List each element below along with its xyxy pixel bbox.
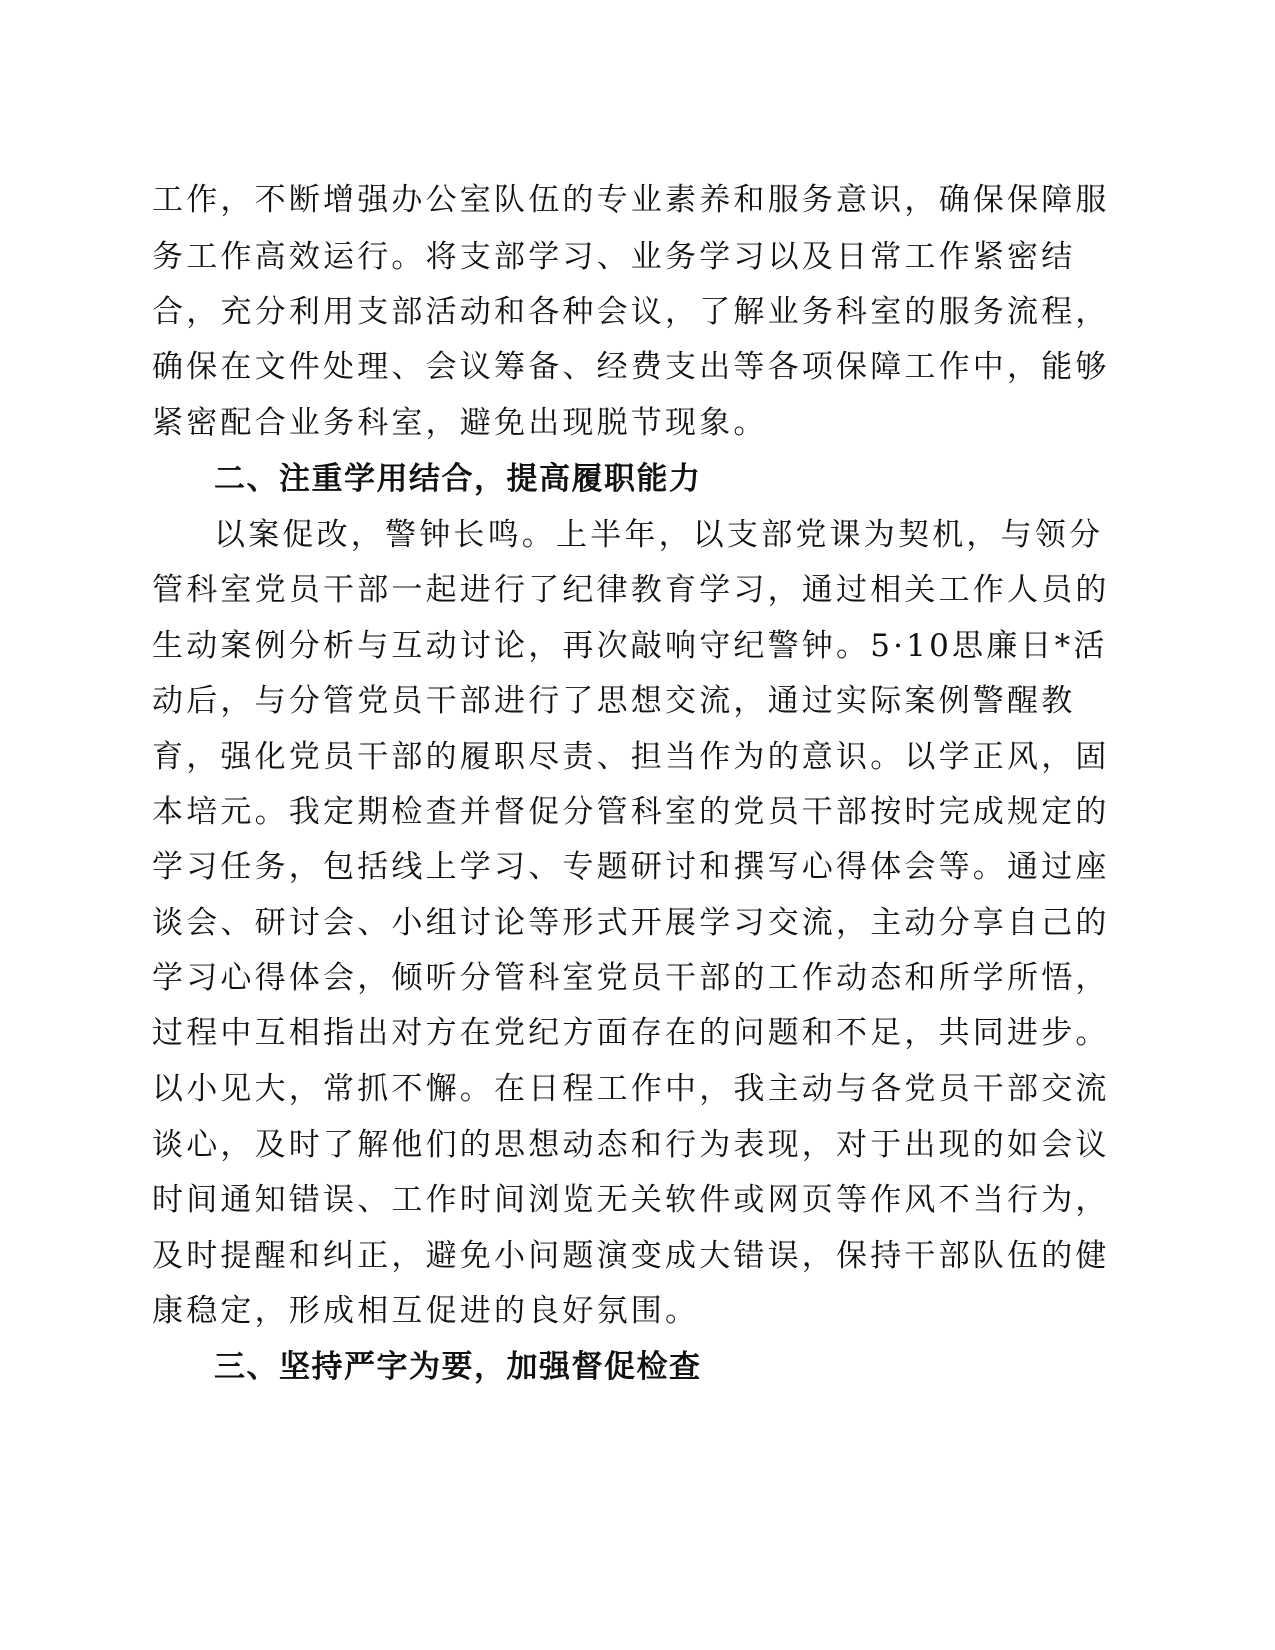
body-text-line: 务工作高效运行。将支部学习、业务学习以及日常工作紧密结 <box>152 239 1076 275</box>
section-heading-2: 二、注重学用结合，提高履职能力 <box>214 461 702 497</box>
body-text-line: 康稳定，形成相互促进的良好氛围。 <box>152 1293 700 1329</box>
body-text-line: 本培元。我定期检查并督促分管科室的党员干部按时完成规定的 <box>152 794 1110 830</box>
body-text-line: 管科室党员干部一起进行了纪律教育学习，通过相关工作人员的 <box>152 572 1110 608</box>
body-text-line: 以小见大，常抓不懈。在日程工作中，我主动与各党员干部交流 <box>152 1071 1110 1107</box>
body-text-line: 谈会、研讨会、小组讨论等形式开展学习交流，主动分享自己的 <box>152 905 1110 941</box>
body-text-line: 学习心得体会，倾听分管科室党员干部的工作动态和所学所悟， <box>152 960 1110 996</box>
body-text-line: 谈心，及时了解他们的思想动态和行为表现，对于出现的如会议 <box>152 1127 1110 1163</box>
body-text-line: 学习任务，包括线上学习、专题研讨和撰写心得体会等。通过座 <box>152 849 1110 885</box>
body-text-line: 过程中互相指出对方在党纪方面存在的问题和不足，共同进步。 <box>152 1015 1110 1051</box>
body-text-line: 工作，不断增强办公室队伍的专业素养和服务意识，确保保障服 <box>152 182 1110 218</box>
body-text-line: 育，强化党员干部的履职尽责、担当作为的意识。以学正风，固 <box>152 739 1110 775</box>
body-text-line: 以案促改，警钟长鸣。上半年，以支部党课为契机，与领分 <box>214 517 1104 553</box>
body-text-line: 确保在文件处理、会议筹备、经费支出等各项保障工作中，能够 <box>152 349 1110 385</box>
body-text-line: 合，充分利用支部活动和各种会议，了解业务科室的服务流程， <box>152 294 1110 330</box>
body-text-line: 及时提醒和纠正，避免小问题演变成大错误，保持干部队伍的健 <box>152 1238 1110 1274</box>
body-text-line: 紧密配合业务科室，避免出现脱节现象。 <box>152 405 768 441</box>
body-text-line: 动后，与分管党员干部进行了思想交流，通过实际案例警醒教 <box>152 683 1076 719</box>
section-heading-3: 三、坚持严字为要，加强督促检查 <box>214 1349 702 1385</box>
body-text-line: 时间通知错误、工作时间浏览无关软件或网页等作风不当行为， <box>152 1182 1110 1218</box>
body-text-line: 生动案例分析与互动讨论，再次敲响守纪警钟。5·10思廉日*活 <box>152 628 1108 664</box>
